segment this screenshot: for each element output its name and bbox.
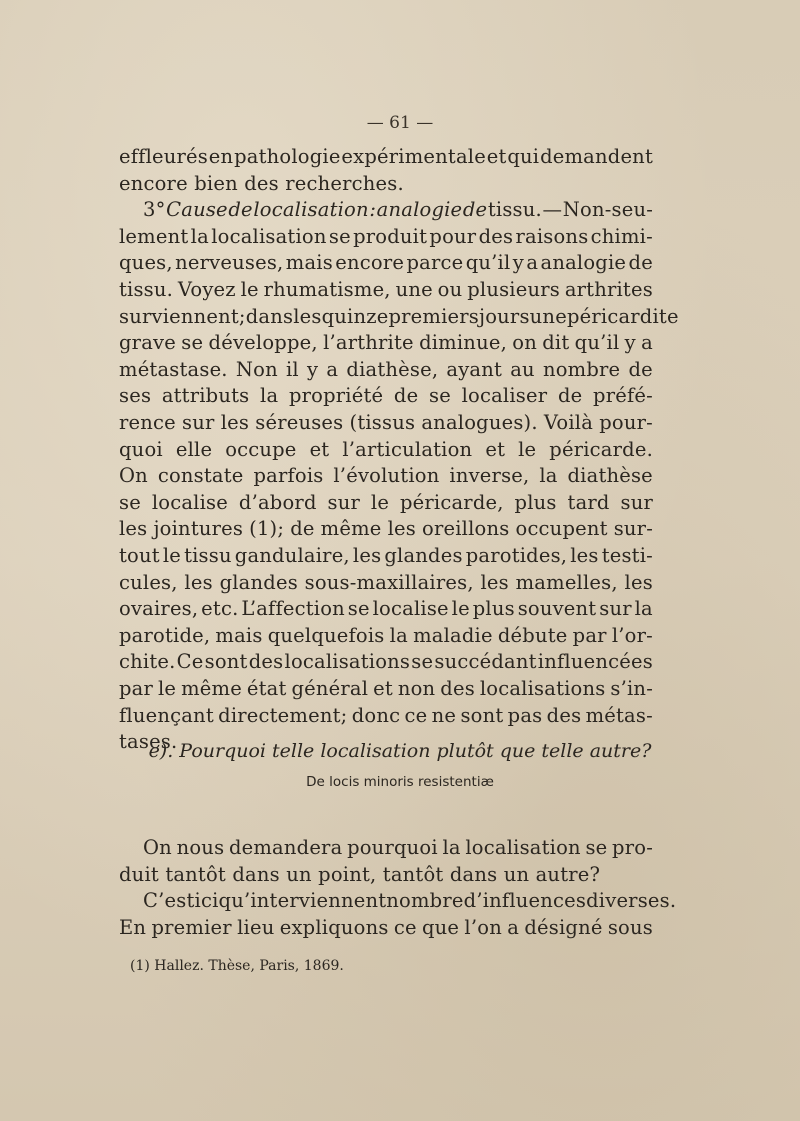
- text-line: duit tantôt dans un point, tantôt dans un autre?: [119, 862, 601, 886]
- text-line: En premier lieu expliquons ce que l’on a désigné sous: [119, 915, 653, 939]
- text-line: se localise d’abord sur le péricarde, plus tard sur: [119, 490, 653, 514]
- epigraph: De locis minoris resistentiæ: [306, 774, 494, 790]
- section-heading: e). Pourquoi telle localisation plutôt que telle autre?: [148, 740, 652, 762]
- text-line: ovaires, etc. L’affection se localise le plus souvent sur la: [119, 597, 653, 621]
- text-line: par le même état général et non des localisations s’in-: [119, 677, 653, 700]
- text-line: On constate parfois l’évolution inverse, la diathèse: [119, 464, 653, 488]
- text-line: rence sur les séreuses (tissus analogues). Voilà pour-: [119, 411, 653, 434]
- text-line: les jointures (1); de même les oreillons occupent sur-: [119, 517, 653, 541]
- text-line: cules, les glandes sous-maxillaires, les mamelles, les: [119, 570, 653, 594]
- text-line: surviennent; dans les quinze premiers jours une péricardite: [119, 304, 679, 328]
- text-line: lement la localisation se produit pour des raisons chimi-: [119, 224, 653, 248]
- text-line: ses attributs la propriété de se localiser de préfé-: [119, 384, 653, 408]
- text-line: effleurés en pathologie expérimentale et qui demandent: [119, 145, 653, 168]
- text-line: On nous demandera pourquoi la localisation se pro-: [143, 836, 653, 859]
- text-line: chite. Ce sont des localisations se succédant influencées: [119, 650, 653, 674]
- text-line: métastase. Non il y a diathèse, ayant au nombre de: [119, 357, 653, 381]
- footnote: (1) Hallez. Thèse, Paris, 1869.: [130, 958, 344, 974]
- text-line: tases.: [119, 730, 178, 754]
- text-line: fluençant directement; donc ce ne sont pas des métas-: [119, 703, 653, 727]
- text-line: ques, nerveuses, mais encore parce qu’il y a analogie de: [119, 251, 653, 275]
- text-line: quoi elle occupe et l’articulation et le péricarde.: [119, 437, 653, 461]
- page-number: — 61 —: [366, 113, 434, 133]
- text-line: tout le tissu gandulaire, les glandes parotides, les testi-: [119, 544, 653, 567]
- text-line: grave se développe, l’arthrite diminue, on dit qu’il y a: [119, 331, 653, 355]
- text-line: parotide, mais quelquefois la maladie débute par l’or-: [119, 623, 653, 647]
- text-line: C’est ici qu’interviennent nombre d’influences diverses.: [143, 889, 677, 913]
- text-line: 3° Cause de localisation : analogie de tissu. — Non-seu-: [143, 198, 653, 222]
- text-line: tissu. Voyez le rhumatisme, une ou plusieurs arthrites: [119, 278, 653, 301]
- text-line: encore bien des recherches.: [119, 171, 404, 195]
